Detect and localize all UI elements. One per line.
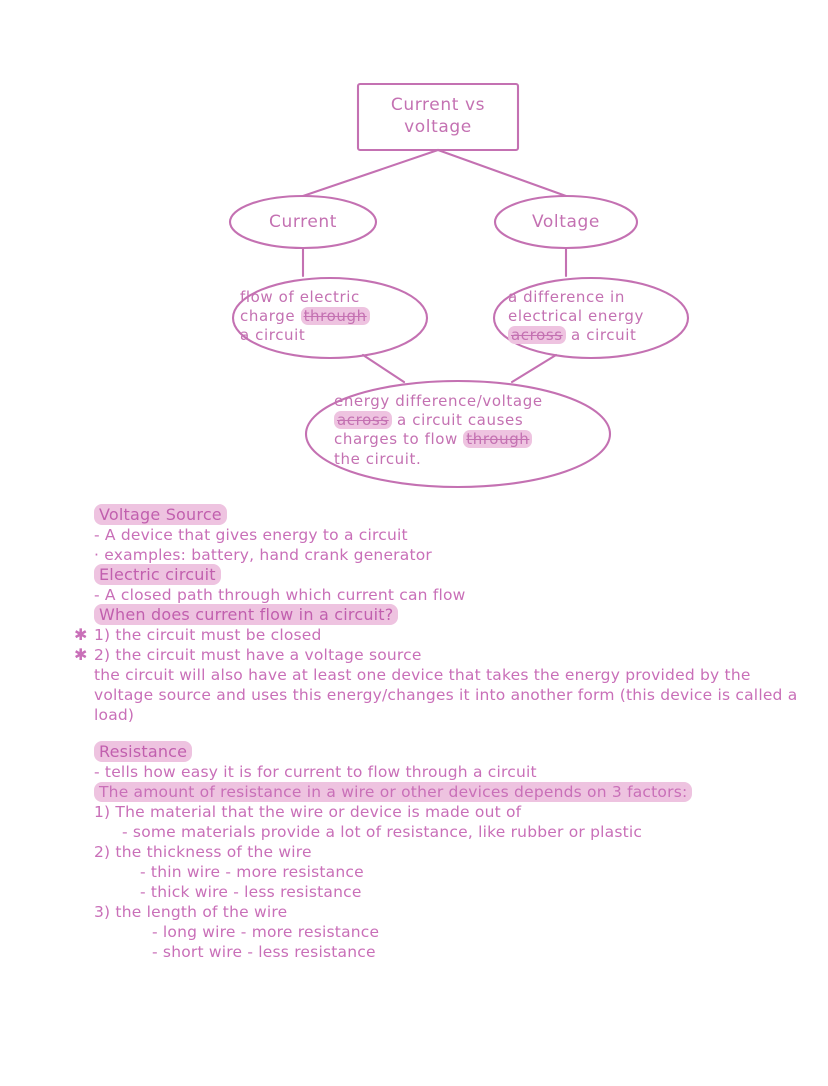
- note-text: 3) the length of the wire: [94, 903, 288, 921]
- note-line-factor-3-sub-a: [0, 922, 828, 942]
- conclusion-line: energy difference/voltage: [334, 392, 543, 410]
- detail-line: a circuit: [240, 326, 306, 345]
- note-text: - long wire - more resistance: [152, 923, 380, 941]
- conclusion-node-shape: [306, 381, 610, 487]
- note-text: When does current flow in a circuit?: [94, 604, 398, 625]
- note-line-resistance-def: [0, 762, 828, 782]
- note-line-factor-1: [0, 802, 828, 822]
- detail-line: a difference in: [508, 288, 625, 306]
- note-line-factor-2-sub-b: [0, 882, 828, 902]
- highlighted-strikethrough-word: through: [463, 430, 532, 448]
- conclusion-line: charges to flow through: [334, 430, 600, 449]
- highlighted-strikethrough-word: across: [334, 411, 392, 429]
- branch-node-current-shape: [230, 196, 376, 248]
- connector-root-current: [303, 150, 438, 196]
- note-line-condition-1: [0, 625, 828, 645]
- note-line-voltage-source-def: [0, 525, 828, 545]
- conclusion-line: the circuit.: [334, 449, 422, 468]
- note-line-load-paragraph: [0, 665, 828, 725]
- note-text: - A closed path through which current can flow: [94, 586, 466, 604]
- connector-current-conclusion: [363, 355, 404, 382]
- note-text: - short wire - less resistance: [152, 943, 376, 961]
- note-text: the circuit will also have at least one device that takes the energy provided by the voltage source and uses this energy/changes it into another form (this device is called a load): [94, 666, 798, 724]
- root-node-label: Current vs voltage: [390, 95, 486, 137]
- note-text: - A device that gives energy to a circuit: [94, 526, 408, 544]
- note-line-resistance-factors-heading: [0, 782, 828, 802]
- note-text: Resistance: [94, 741, 192, 762]
- note-text: - thick wire - less resistance: [140, 883, 362, 901]
- notes-section: [0, 505, 828, 962]
- highlighted-strikethrough-word: through: [301, 307, 370, 325]
- note-line-factor-1-sub: [0, 822, 828, 842]
- note-text: 2) the circuit must have a voltage source: [94, 646, 422, 664]
- note-line-voltage-source-heading: [0, 505, 828, 525]
- note-text: 2) the thickness of the wire: [94, 843, 312, 861]
- detail-line: electrical energy: [508, 307, 644, 326]
- branch-node-voltage-shape: [495, 196, 637, 248]
- note-line-resistance-heading: [0, 742, 828, 762]
- star-icon: ✱: [74, 625, 88, 644]
- note-spacer: [0, 725, 828, 742]
- connector-voltage-conclusion: [512, 355, 556, 382]
- concept-map-canvas: [0, 0, 828, 510]
- note-text: - tells how easy it is for current to flow through a circuit: [94, 763, 537, 781]
- note-text: - thin wire - more resistance: [140, 863, 364, 881]
- note-line-factor-2-sub-a: [0, 862, 828, 882]
- conclusion-line: across a circuit causes: [334, 411, 600, 430]
- note-text: The amount of resistance in a wire or other devices depends on 3 factors:: [94, 782, 692, 802]
- note-text: Voltage Source: [94, 504, 227, 525]
- note-line-voltage-source-examples: [0, 545, 828, 565]
- note-line-factor-3-sub-b: [0, 942, 828, 962]
- connector-root-voltage: [438, 150, 566, 196]
- concept-map: [0, 0, 828, 510]
- note-text: · examples: battery, hand crank generator: [94, 546, 432, 564]
- note-line-factor-2: [0, 842, 828, 862]
- branch-node-current-label: Current: [268, 212, 338, 232]
- detail-line: across a circuit: [508, 326, 698, 345]
- star-icon: ✱: [74, 645, 88, 664]
- detail-node-current-shape: [233, 278, 427, 358]
- note-line-condition-2: [0, 645, 828, 665]
- root-node-shape: [358, 84, 518, 150]
- note-text: 1) the circuit must be closed: [94, 626, 322, 644]
- detail-line: flow of electric: [240, 288, 360, 306]
- detail-line: charge through: [240, 307, 426, 326]
- note-line-when-current-flows-heading: [0, 605, 828, 625]
- note-text: Electric circuit: [94, 564, 221, 585]
- detail-node-voltage-shape: [494, 278, 688, 358]
- note-text: 1) The material that the wire or device is made out of: [94, 803, 522, 821]
- note-line-electric-circuit-heading: [0, 565, 828, 585]
- branch-node-voltage-label: Voltage: [532, 212, 600, 232]
- note-line-electric-circuit-def: [0, 585, 828, 605]
- note-text: - some materials provide a lot of resistance, like rubber or plastic: [122, 823, 643, 841]
- note-line-factor-3: [0, 902, 828, 922]
- highlighted-strikethrough-word: across: [508, 326, 566, 344]
